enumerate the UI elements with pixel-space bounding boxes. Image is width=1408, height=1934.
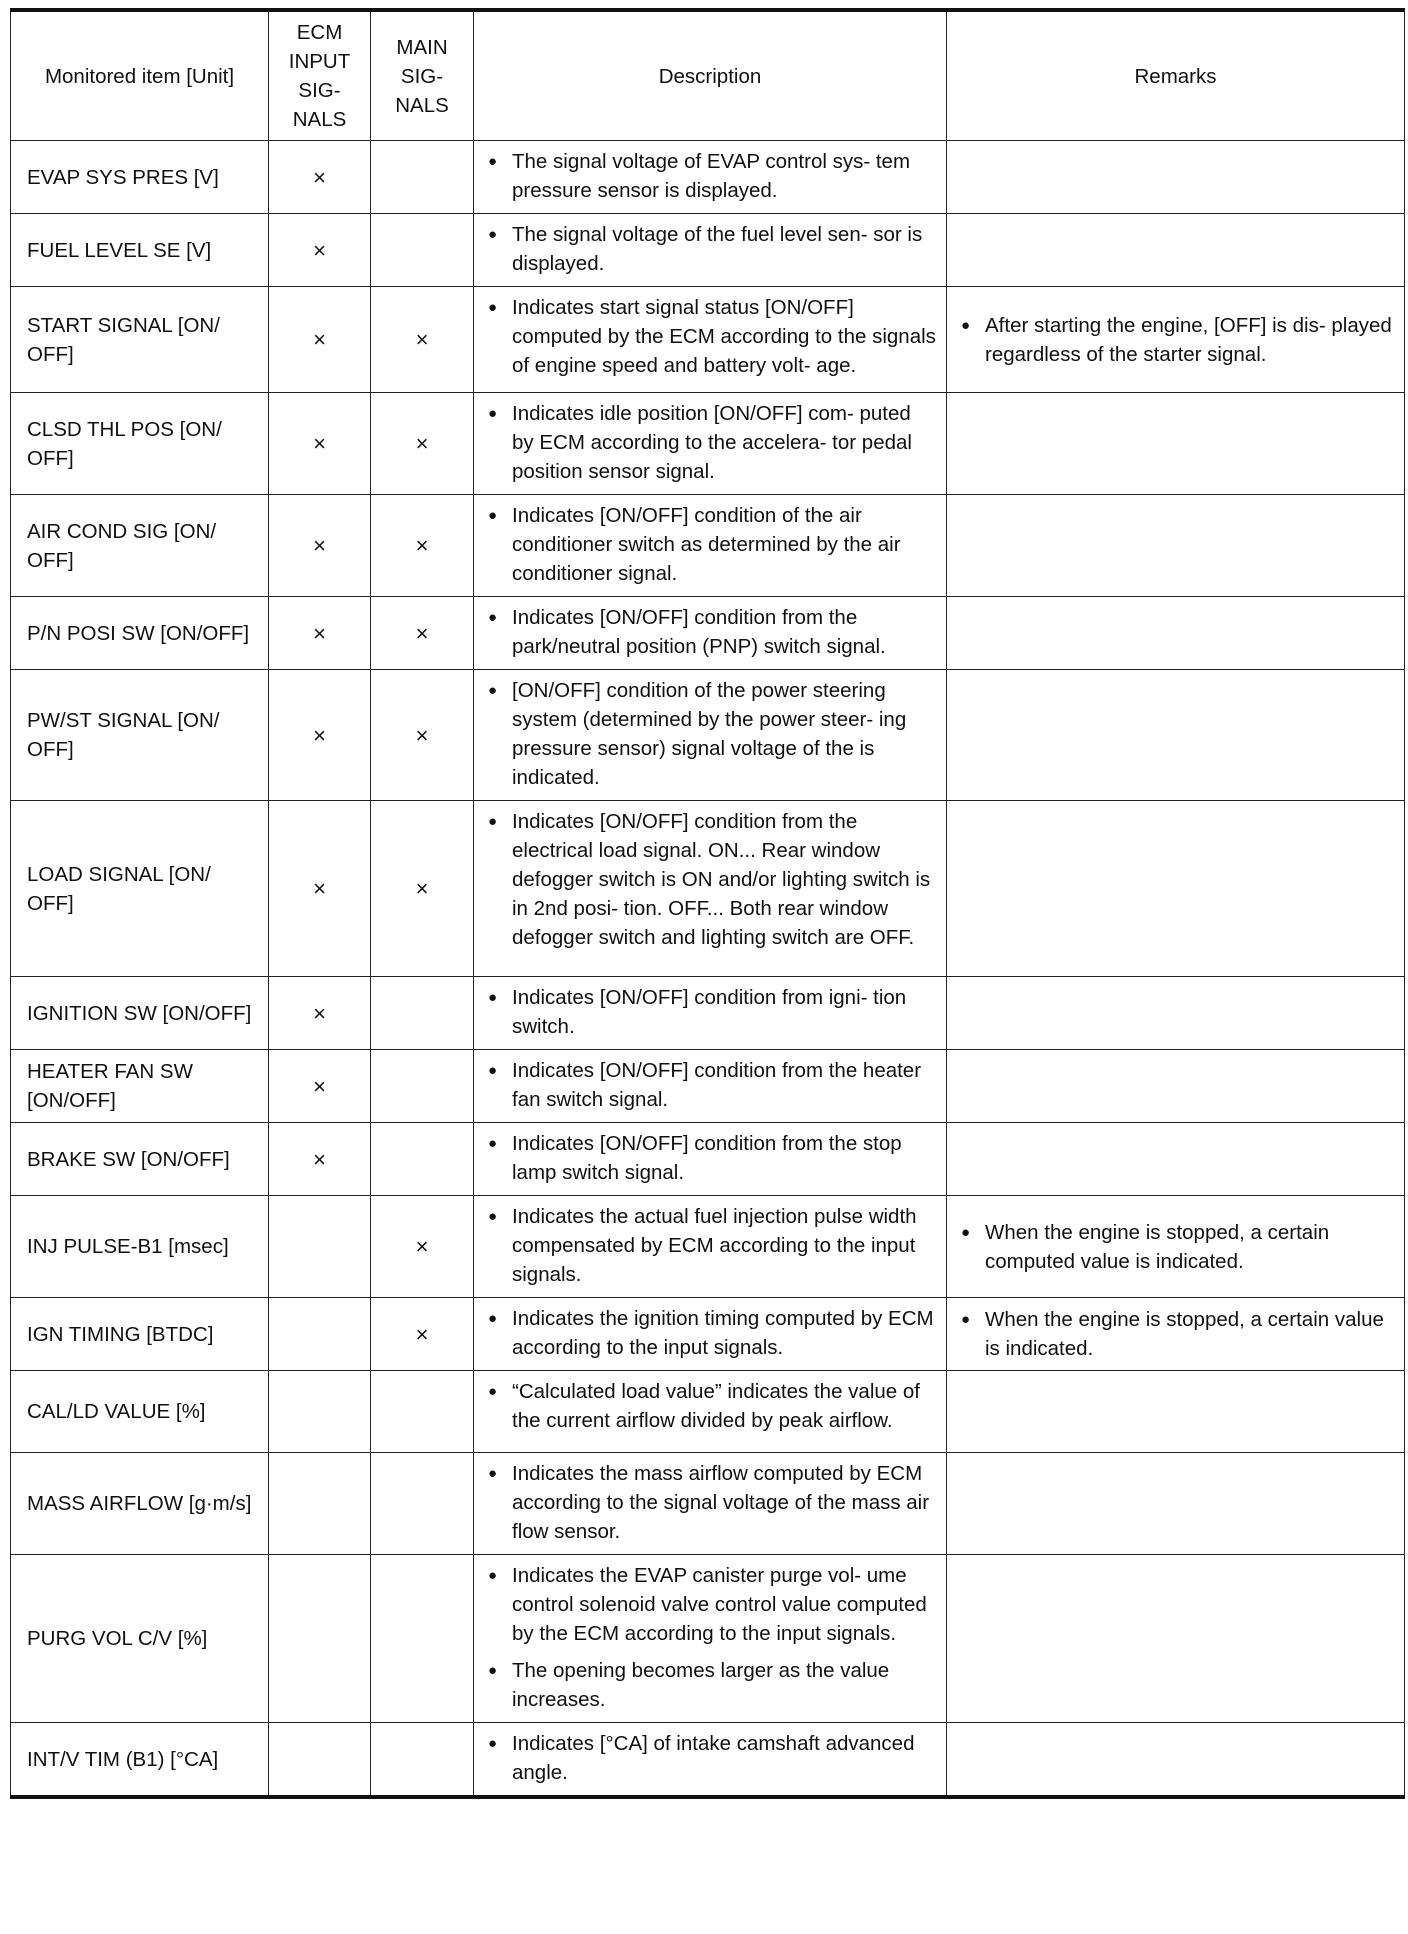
description-text: Indicates [ON/OFF] condition from the park/neutral position (PNP) switch signal.: [512, 606, 886, 658]
description-text: Indicates [ON/OFF] condition from the stop lamp switch signal.: [512, 1132, 902, 1184]
table-header-row: [11, 10, 1405, 141]
ecm-input-signal-mark: ×: [269, 287, 371, 393]
description-cell: [474, 141, 947, 214]
description-bullet: [488, 501, 936, 588]
description-text: “Calculated load value” indicates the value of the current airflow divided by peak airflow.: [512, 1380, 920, 1432]
table-row: [11, 214, 1405, 287]
monitored-item-cell: P/N POSI SW [ON/OFF]: [11, 597, 269, 670]
description-text: Indicates [ON/OFF] condition from the heater fan switch signal.: [512, 1059, 922, 1111]
monitored-item-cell: PW/ST SIGNAL [ON/ OFF]: [11, 670, 269, 801]
remarks-text: When the engine is stopped, a certain computed value is indicated.: [985, 1220, 1330, 1273]
remarks-text: After starting the engine, [OFF] is dis- played regardless of the starter signal.: [985, 313, 1392, 366]
remarks-cell: [947, 1555, 1405, 1723]
table-row: [11, 393, 1405, 495]
main-signal-mark: [371, 214, 474, 287]
remarks-text: When the engine is stopped, a certain value is indicated.: [985, 1308, 1384, 1360]
description-cell: [474, 1298, 947, 1371]
ecm-input-signal-mark: ×: [269, 597, 371, 670]
remarks-cell: [947, 1123, 1405, 1196]
monitored-item-cell: PURG VOL C/V [%]: [11, 1555, 269, 1723]
main-signal-mark: ×: [371, 670, 474, 801]
description-bullet: [488, 603, 936, 661]
description-bullet: [488, 1459, 936, 1546]
remarks-cell: [947, 670, 1405, 801]
table-row: [11, 1298, 1405, 1371]
table-row: [11, 141, 1405, 214]
bullet-dot-icon: ●: [961, 1311, 971, 1328]
ecm-input-signal-mark: [269, 1453, 371, 1555]
monitored-item-cell: INJ PULSE-B1 [msec]: [11, 1196, 269, 1298]
description-cell: [474, 1050, 947, 1123]
ecm-input-signal-mark: [269, 1298, 371, 1371]
table-row: [11, 977, 1405, 1050]
description-bullet: [488, 1377, 936, 1435]
description-text: Indicates [ON/OFF] condition of the air conditioner switch as determined by the air conditioner signal.: [512, 504, 901, 585]
description-cell: [474, 1723, 947, 1798]
header-ecm-input-signals: ECM INPUT SIG- NALS: [269, 10, 371, 141]
remarks-cell: [947, 495, 1405, 597]
remarks-cell: [947, 977, 1405, 1050]
bullet-dot-icon: ●: [488, 1735, 498, 1752]
ecm-input-signal-mark: [269, 1196, 371, 1298]
monitored-item-cell: START SIGNAL [ON/ OFF]: [11, 287, 269, 393]
table-row: [11, 597, 1405, 670]
description-bullet: [488, 1729, 936, 1787]
table-row: [11, 1123, 1405, 1196]
bullet-dot-icon: ●: [488, 1567, 498, 1584]
main-signal-mark: ×: [371, 393, 474, 495]
description-bullet: [488, 1561, 936, 1648]
monitored-item-cell: IGN TIMING [BTDC]: [11, 1298, 269, 1371]
description-bullet: [488, 220, 936, 278]
remarks-cell: [947, 1371, 1405, 1453]
description-text: Indicates [ON/OFF] condition from the electrical load signal. ON... Rear window defogger switch is ON and/or lighting switch is in 2nd posi- tion. OFF... Both rear window defogger switch and lighting switch are OFF.: [512, 810, 931, 949]
bullet-dot-icon: ●: [488, 299, 498, 316]
description-text: Indicates the ignition timing computed by ECM according to the input signals.: [512, 1307, 934, 1359]
description-cell: [474, 495, 947, 597]
table-row: [11, 287, 1405, 393]
bullet-dot-icon: ●: [488, 1062, 498, 1079]
main-signal-mark: ×: [371, 495, 474, 597]
remarks-cell: [947, 393, 1405, 495]
table-row: [11, 1196, 1405, 1298]
monitored-item-cell: FUEL LEVEL SE [V]: [11, 214, 269, 287]
ecm-input-signal-mark: ×: [269, 495, 371, 597]
bullet-dot-icon: ●: [961, 316, 971, 334]
main-signal-mark: ×: [371, 1196, 474, 1298]
description-bullet: [488, 1202, 936, 1289]
description-text: Indicates start signal status [ON/OFF] computed by the ECM according to the signals of engine speed and battery volt- age.: [512, 296, 936, 377]
table-row: [11, 1050, 1405, 1123]
description-cell: [474, 670, 947, 801]
ecm-input-signal-mark: ×: [269, 977, 371, 1050]
monitored-item-cell: CLSD THL POS [ON/ OFF]: [11, 393, 269, 495]
bullet-dot-icon: ●: [488, 609, 498, 626]
bullet-dot-icon: ●: [961, 1223, 971, 1241]
table-body: [11, 141, 1405, 1798]
remarks-cell: [947, 801, 1405, 977]
ecm-input-signal-mark: [269, 1555, 371, 1723]
bullet-dot-icon: ●: [488, 405, 498, 422]
description-bullet: [488, 676, 936, 792]
description-cell: [474, 977, 947, 1050]
header-main-signals: MAIN SIG- NALS: [371, 10, 474, 141]
ecm-input-signal-mark: ×: [269, 141, 371, 214]
main-signal-mark: [371, 1453, 474, 1555]
description-bullet: [488, 147, 936, 205]
description-bullet: [488, 1304, 936, 1362]
description-cell: [474, 1453, 947, 1555]
remarks-cell: [947, 1453, 1405, 1555]
bullet-dot-icon: ●: [488, 1135, 498, 1152]
monitor-table-document: [10, 8, 1404, 1799]
description-text: The signal voltage of the fuel level sen- sor is displayed.: [512, 223, 923, 275]
description-bullet: [488, 1056, 936, 1114]
main-signal-mark: [371, 1371, 474, 1453]
description-bullet: [488, 399, 936, 486]
description-bullet: [488, 983, 936, 1041]
bullet-dot-icon: ●: [488, 153, 498, 170]
description-cell: [474, 287, 947, 393]
table-row: [11, 670, 1405, 801]
table-row: [11, 1453, 1405, 1555]
header-remarks: Remarks: [947, 10, 1405, 141]
main-signal-mark: [371, 1555, 474, 1723]
table-row: [11, 1723, 1405, 1798]
remarks-cell: [947, 597, 1405, 670]
description-cell: [474, 1196, 947, 1298]
monitored-item-cell: BRAKE SW [ON/OFF]: [11, 1123, 269, 1196]
monitored-item-cell: INT/V TIM (B1) [°CA]: [11, 1723, 269, 1798]
description-cell: [474, 1371, 947, 1453]
remarks-bullet: [961, 1305, 1392, 1363]
ecm-input-signal-mark: ×: [269, 670, 371, 801]
description-cell: [474, 1555, 947, 1723]
description-cell: [474, 801, 947, 977]
header-monitored-item: Monitored item [Unit]: [11, 10, 269, 141]
main-signal-mark: [371, 141, 474, 214]
description-text: Indicates idle position [ON/OFF] com- puted by ECM according to the accelera- tor pedal position sensor signal.: [512, 402, 912, 483]
remarks-cell: [947, 1196, 1405, 1298]
description-bullet: [488, 1129, 936, 1187]
bullet-dot-icon: ●: [488, 989, 498, 1006]
main-signal-mark: [371, 977, 474, 1050]
remarks-cell: [947, 1050, 1405, 1123]
bullet-dot-icon: ●: [488, 1662, 498, 1679]
bullet-dot-icon: ●: [488, 1465, 498, 1482]
bullet-dot-icon: ●: [488, 1208, 498, 1225]
description-cell: [474, 214, 947, 287]
main-signal-mark: [371, 1123, 474, 1196]
remarks-bullet: [961, 311, 1392, 369]
remarks-cell: [947, 287, 1405, 393]
description-text: Indicates [ON/OFF] condition from igni- tion switch.: [512, 986, 907, 1038]
ecm-input-signal-mark: ×: [269, 214, 371, 287]
monitored-item-cell: LOAD SIGNAL [ON/ OFF]: [11, 801, 269, 977]
description-cell: [474, 1123, 947, 1196]
monitored-item-cell: HEATER FAN SW [ON/OFF]: [11, 1050, 269, 1123]
description-text: Indicates [°CA] of intake camshaft advanced angle.: [512, 1732, 915, 1784]
main-signal-mark: ×: [371, 1298, 474, 1371]
description-cell: [474, 393, 947, 495]
table-row: [11, 1555, 1405, 1723]
table-row: [11, 1371, 1405, 1453]
bullet-dot-icon: ●: [488, 813, 498, 830]
description-text: The opening becomes larger as the value increases.: [512, 1659, 890, 1711]
description-text: [ON/OFF] condition of the power steering system (determined by the power steer- ing pressure sensor) signal voltage of the is indicated.: [512, 679, 907, 789]
ecm-input-signal-mark: ×: [269, 1123, 371, 1196]
header-description: Description: [474, 10, 947, 141]
main-signal-mark: ×: [371, 597, 474, 670]
bullet-dot-icon: ●: [488, 507, 498, 524]
ecm-input-signal-mark: ×: [269, 393, 371, 495]
description-text: Indicates the actual fuel injection pulse width compensated by ECM according to the input signals.: [512, 1205, 917, 1286]
main-signal-mark: ×: [371, 801, 474, 977]
main-signal-mark: ×: [371, 287, 474, 393]
table-row: [11, 495, 1405, 597]
monitored-item-cell: AIR COND SIG [ON/ OFF]: [11, 495, 269, 597]
bullet-dot-icon: ●: [488, 1310, 498, 1327]
table-row: [11, 801, 1405, 977]
description-text: Indicates the EVAP canister purge vol- ume control solenoid valve control value computed by the ECM according to the input signals.: [512, 1564, 927, 1645]
remarks-cell: [947, 1298, 1405, 1371]
main-signal-mark: [371, 1050, 474, 1123]
description-cell: [474, 597, 947, 670]
ecm-input-signal-mark: [269, 1723, 371, 1798]
monitored-item-cell: CAL/LD VALUE [%]: [11, 1371, 269, 1453]
monitored-item-cell: IGNITION SW [ON/OFF]: [11, 977, 269, 1050]
description-bullet: [488, 1656, 936, 1714]
main-signal-mark: [371, 1723, 474, 1798]
description-text: Indicates the mass airflow computed by ECM according to the signal voltage of the mass air flow sensor.: [512, 1462, 930, 1543]
monitored-items-table: [10, 8, 1405, 1799]
description-bullet: [488, 807, 936, 952]
remarks-bullet: [961, 1218, 1392, 1276]
remarks-cell: [947, 1723, 1405, 1798]
monitored-item-cell: MASS AIRFLOW [g·m/s]: [11, 1453, 269, 1555]
ecm-input-signal-mark: ×: [269, 801, 371, 977]
description-bullet: [488, 293, 936, 380]
ecm-input-signal-mark: [269, 1371, 371, 1453]
remarks-cell: [947, 214, 1405, 287]
bullet-dot-icon: ●: [488, 226, 498, 243]
description-text: The signal voltage of EVAP control sys- tem pressure sensor is displayed.: [512, 150, 911, 202]
bullet-dot-icon: ●: [488, 682, 498, 699]
ecm-input-signal-mark: ×: [269, 1050, 371, 1123]
monitored-item-cell: EVAP SYS PRES [V]: [11, 141, 269, 214]
bullet-dot-icon: ●: [488, 1383, 498, 1400]
remarks-cell: [947, 141, 1405, 214]
